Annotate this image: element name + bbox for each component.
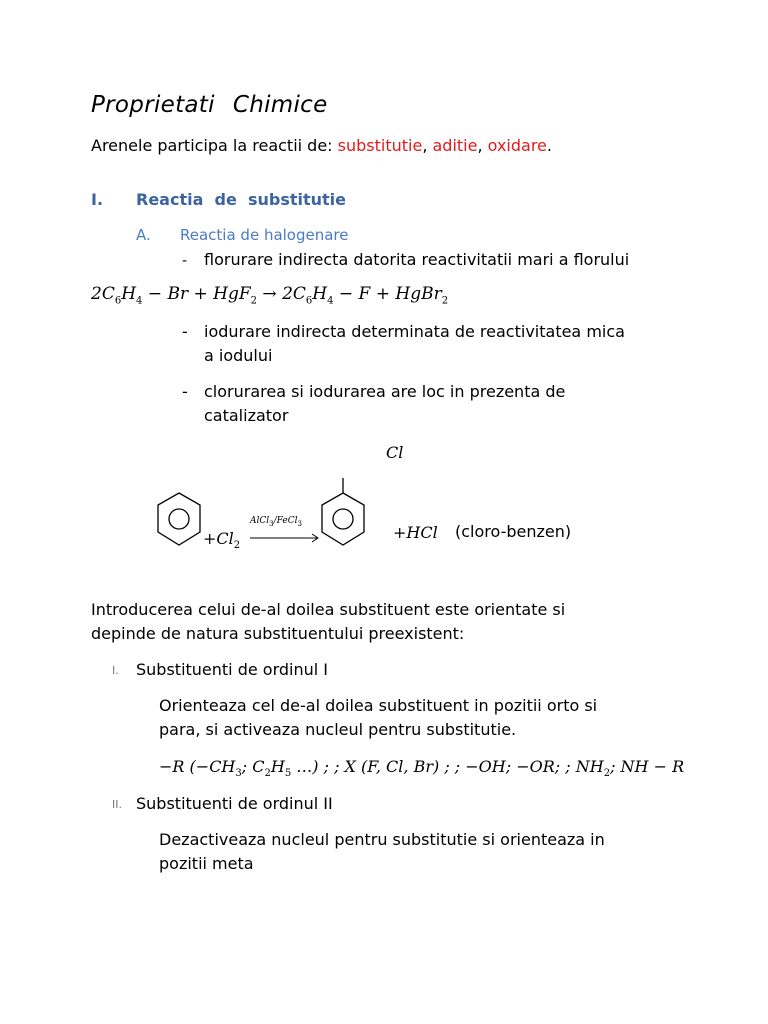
reaction-type-substitution: substitutie	[337, 136, 423, 155]
order-2-desc-line1: Dezactiveaza nucleul pentru substitutie si orienteaza in	[159, 830, 605, 849]
order-1-desc-line1: Orienteaza cel de-al doilea substituent in pozitii orto si	[159, 696, 598, 715]
benzene-ring-icon	[158, 493, 200, 545]
bullet-text-line1: clorurarea si iodurarea are loc in prezenta de	[204, 382, 566, 401]
bullet-text-line2: a iodului	[204, 346, 273, 365]
reaction-arrow-icon	[250, 534, 318, 542]
chlorobenzene-ring-icon	[322, 478, 364, 545]
intro-sep-2: ,	[477, 136, 488, 155]
byproduct-hcl: +HCl	[393, 523, 438, 542]
catalyst-label: AlCl$_3$/FeCl$_3$	[250, 516, 302, 528]
orientation-paragraph-line1: Introducerea celui de-al doilea substituent este orientate si	[91, 600, 566, 619]
order-1-desc-line2: para, si activeaza nucleul pentru substitutie.	[159, 720, 517, 739]
order-2-title: Substituenti de ordinul II	[136, 794, 333, 813]
chlorine-substituent: Cl	[386, 443, 404, 462]
order-1-substituents-formula: −R ($-CH_3$; $C_2H_5$ …) ; ; X (F, Cl, Br) ; ; −OH; −OR; ; $NH_2$; NH − R	[159, 757, 685, 780]
section-title: Reactia de substitutie	[136, 190, 347, 209]
order-1-number: I.	[112, 664, 119, 677]
bullet-dash: -	[182, 253, 188, 269]
bullet-text: florurare indirecta datorita reactivitatii mari a florului	[204, 250, 630, 269]
order-2-desc-line2: pozitii meta	[159, 854, 254, 873]
reaction-type-addition: aditie	[432, 136, 478, 155]
title-word-2: Chimice	[232, 92, 328, 118]
order-2-number: II.	[112, 798, 122, 811]
orientation-paragraph-line2: depinde de natura substituentului preexistent:	[91, 624, 465, 643]
subsection-letter: A.	[136, 226, 151, 244]
intro-sep-1: ,	[422, 136, 433, 155]
intro-prefix: Arenele participa la reactii de:	[91, 136, 338, 155]
reagent-cl2: $+Cl_2$	[203, 529, 241, 552]
reaction-type-oxidation: oxidare	[487, 136, 547, 155]
section-number: I.	[91, 190, 104, 209]
title-word-1: Proprietati	[91, 92, 215, 118]
order-1-title: Substituenti de ordinul I	[136, 660, 329, 679]
bullet-dash: -	[182, 322, 188, 341]
subsection-title: Reactia de halogenare	[180, 226, 349, 244]
bullet-text-line2: catalizator	[204, 406, 289, 425]
product-name: (cloro-benzen)	[455, 522, 572, 541]
bullet-text-line1: iodurare indirecta determinata de reactivitatea mica	[204, 322, 625, 341]
fluorination-equation: $2C_6H_4 - Br + HgF_2 \to 2C_6H_4 - F$ + HgBr$_2$	[91, 284, 449, 307]
bullet-dash: -	[182, 382, 188, 401]
intro-end: .	[546, 136, 552, 155]
